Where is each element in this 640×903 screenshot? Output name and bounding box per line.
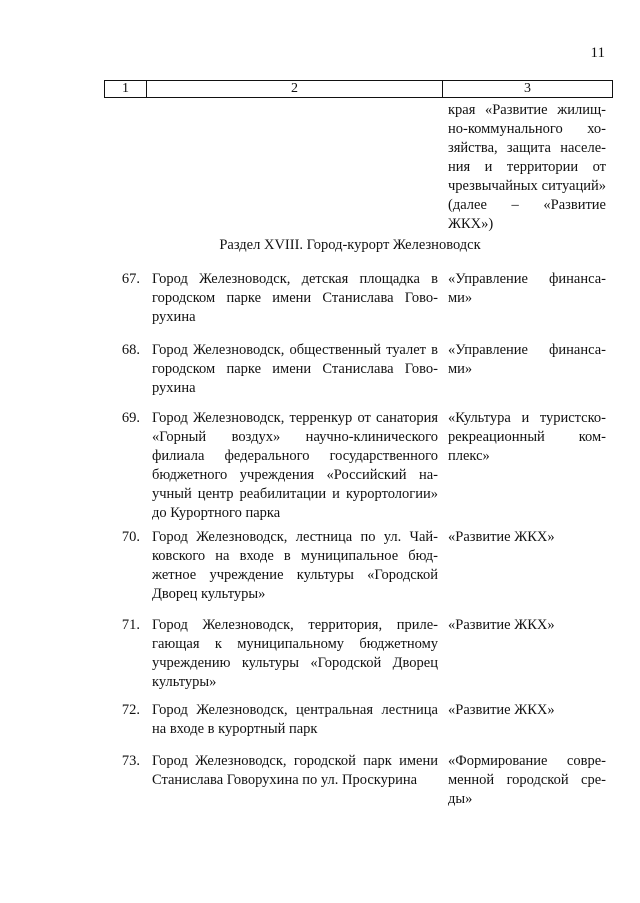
item-program: «Развитие ЖКХ» [448,617,555,633]
column-header-3: 3 [443,81,613,98]
program-continuation-text: края «Развитие жилищно-коммунального хозяйства, защита населения и территории от чрезвычайных ситуаций» (далее – «Развитие ЖКХ») [448,102,606,232]
item-location: Город Железноводск, центральная лестница на входе в курортный парк [152,702,438,737]
item-program: «Управление финансами» [448,342,606,377]
item-location: Город Железноводск, городской парк имени Станислава Говорухина по ул. Проскурина [152,753,438,788]
item-program: «Культура и туристско-рекреационный комплекс» [448,410,606,464]
item-program: «Развитие ЖКХ» [448,702,555,718]
item-location: Город Железноводск, терренкур от санатория «Горный воздух» научно-клинического филиала федерального государственного бюджетного учреждения «Российский научный центр реабилитации и курортологии» до Курортного парка [152,410,438,521]
column-header-row [105,81,613,98]
item-location: Город Железноводск, общественный туалет в городском парке имени Станислава Говорухина [152,342,438,396]
column-header-1: 1 [105,81,147,98]
item-program: «Развитие ЖКХ» [448,529,555,545]
column-header-table [104,80,613,98]
item-number: 67. [121,271,140,287]
item-number: 72. [121,702,140,718]
item-number: 73. [121,753,140,769]
page-number: 11 [590,45,605,61]
item-program: «Управление финансами» [448,271,606,306]
item-number: 69. [121,410,140,426]
item-location: Город Железноводск, лестница по ул. Чайковского на входе в муниципальное бюджетное учреждение культуры «Городской Дворец культуры» [152,529,438,602]
item-number: 70. [121,529,140,545]
item-program: «Формирование современной городской среды» [448,753,606,807]
item-number: 71. [121,617,140,633]
item-location: Город Железноводск, территория, прилегающая к муниципальному бюджетному учреждению культуры «Городской Дворец культуры» [152,617,438,690]
item-location: Город Железноводск, детская площадка в городском парке имени Станислава Говорухина [152,271,438,325]
section-title: Раздел XVIII. Город-курорт Железноводск [219,237,481,253]
column-header-2: 2 [147,81,443,98]
item-number: 68. [121,342,140,358]
